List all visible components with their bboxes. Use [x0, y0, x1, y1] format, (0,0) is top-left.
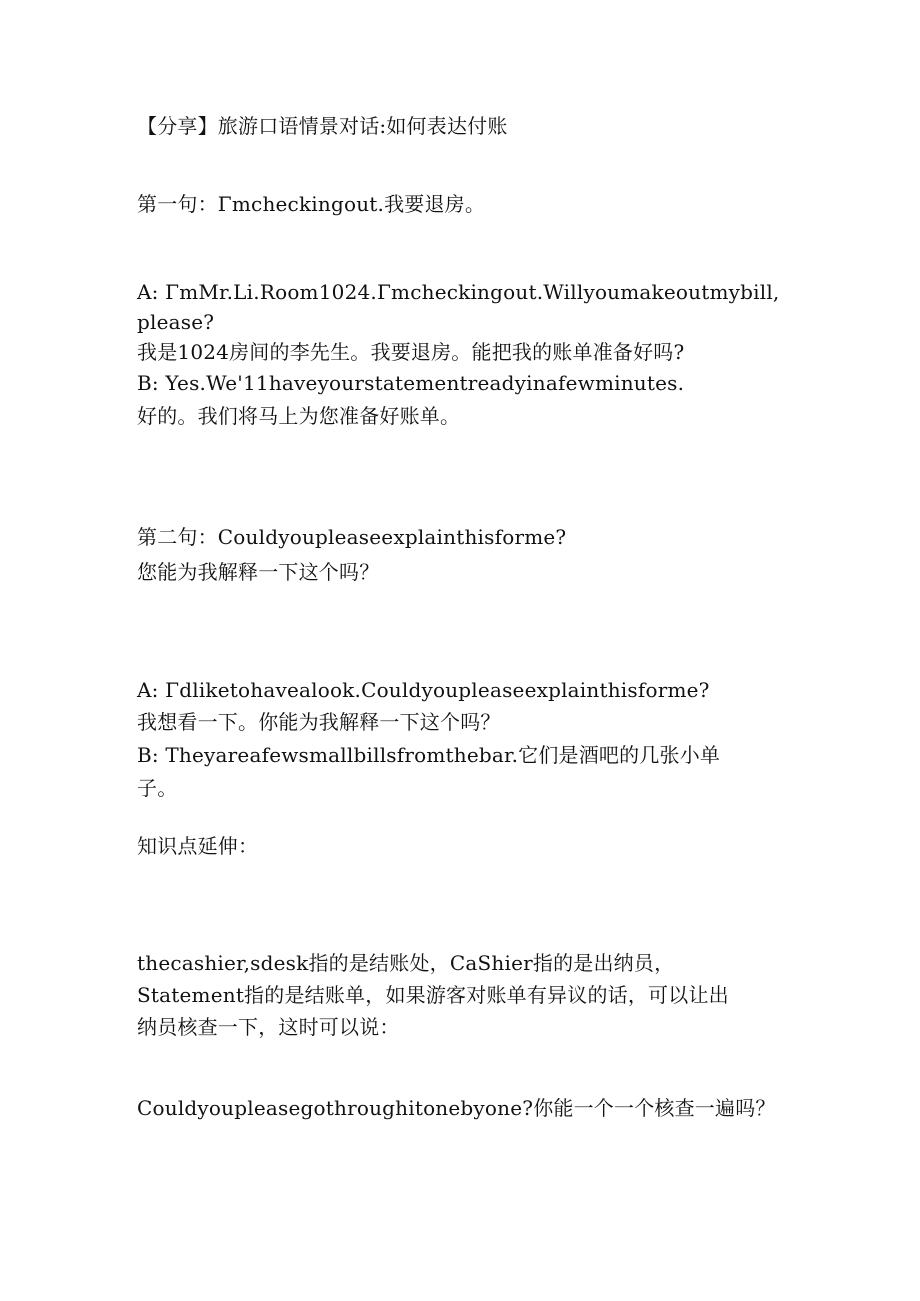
- dialog-line-b2-cont: 子。: [137, 776, 178, 800]
- dialog-line-a2: A: Γdliketohavealook.Couldyoupleaseexplainthisforme?: [137, 678, 710, 702]
- example-sentence: Couldyoupleasegothroughitonebyone?你能一个一个核查一遍吗？: [137, 1096, 776, 1120]
- sentence-one-heading: 第一句：Γmcheckingout.我要退房。: [137, 192, 486, 216]
- sentence-two-heading: 第二句：Couldyoupleaseexplainthisforme?: [137, 525, 567, 549]
- dialog-line-b2: B: Theyareafewsmallbillsfromthebar.它们是酒吧的几张小单: [137, 743, 721, 767]
- dialog-line-a1-cont: please?: [137, 310, 215, 334]
- knowledge-para-line-2: Statement指的是结账单，如果游客对账单有异议的话，可以让出: [137, 983, 729, 1007]
- knowledge-para-line-3: 纳员核查一下，这时可以说：: [137, 1015, 400, 1039]
- document-title: 【分享】旅游口语情景对话:如何表达付账: [137, 114, 508, 138]
- knowledge-para-line-1: thecashier,sdesk指的是结账处，CaShier指的是出纳员，: [137, 951, 675, 975]
- knowledge-heading: 知识点延伸：: [137, 834, 259, 858]
- dialog-translation-a2: 我想看一下。你能为我解释一下这个吗？: [137, 710, 501, 734]
- dialog-translation-b1: 好的。我们将马上为您准备好账单。: [137, 404, 461, 428]
- dialog-translation-a1: 我是1024房间的李先生。我要退房。能把我的账单准备好吗?: [137, 340, 685, 364]
- dialog-line-b1: B: Yes.We'11haveyourstatementreadyinafewminutes.: [137, 371, 685, 395]
- dialog-line-a1: A: ΓmMr.Li.Room1024.Γmcheckingout.Willyoumakeoutmybill,: [137, 280, 780, 304]
- sentence-two-translation: 您能为我解释一下这个吗？: [137, 560, 380, 584]
